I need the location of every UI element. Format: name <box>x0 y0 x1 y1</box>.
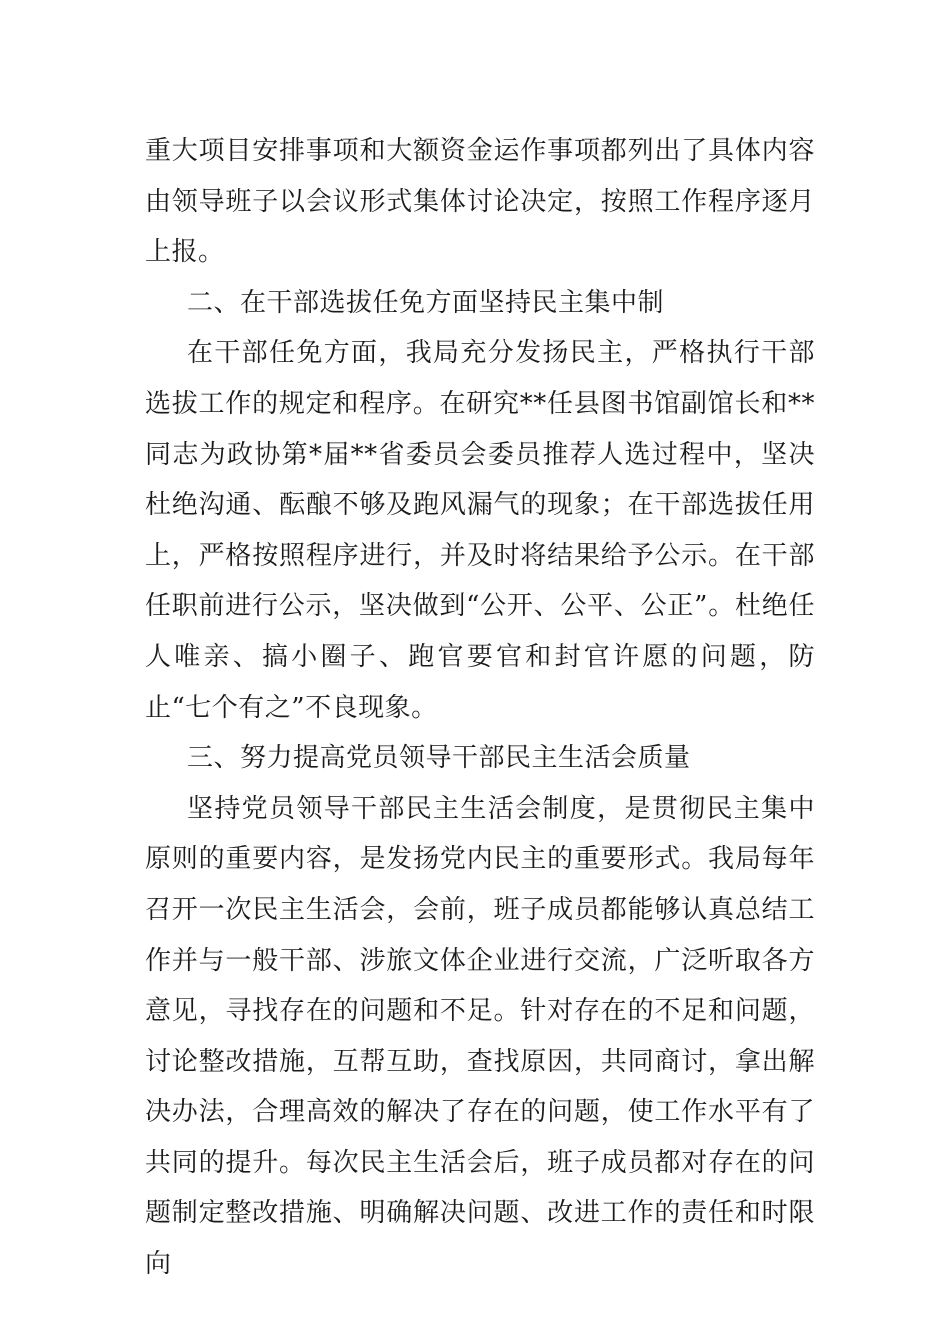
paragraph-cadre-appointment: 在干部任免方面，我局充分发扬民主，严格执行干部选拔工作的规定和程序。在研究**任县图书馆副馆长和**同志为政协第*届**省委员会委员推荐人选过程中，坚决杜绝沟通、酝酿不够及跑风漏气的现象；在干部选拔任用上，严格按照程序进行，并及时将结果给予公示。在干部任职前进行公示，坚决做到“公开、公平、公正”。杜绝任人唯亲、搞小圈子、跑官要官和封官许愿的问题，防止“七个有之”不良现象。 <box>145 338 815 723</box>
section-heading-3: 三、努力提高党员领导干部民主生活会质量 <box>187 743 691 774</box>
paragraph-continuation: 重大项目安排事项和大额资金运作事项都列出了具体内容由领导班子以会议形式集体讨论决定，按照工作程序逐月上报。 <box>145 136 815 268</box>
section-heading-2: 二、在干部选拔任免方面坚持民主集中制 <box>187 287 665 318</box>
document-body <box>145 126 815 1290</box>
paragraph-democratic-life-meeting: 坚持党员领导干部民主生活会制度，是贯彻民主集中原则的重要内容，是发扬党内民主的重要形式。我局每年召开一次民主生活会，会前，班子成员都能够认真总结工作并与一般干部、涉旅文体企业进行交流，广泛听取各方意见，寻找存在的问题和不足。针对存在的不足和问题，讨论整改措施，互帮互助，查找原因，共同商讨，拿出解决办法，合理高效的解决了存在的问题，使工作水平有了共同的提升。每次民主生活会后，班子成员都对存在的问题制定整改措施、明确解决问题、改进工作的责任和时限向 <box>145 793 815 1280</box>
